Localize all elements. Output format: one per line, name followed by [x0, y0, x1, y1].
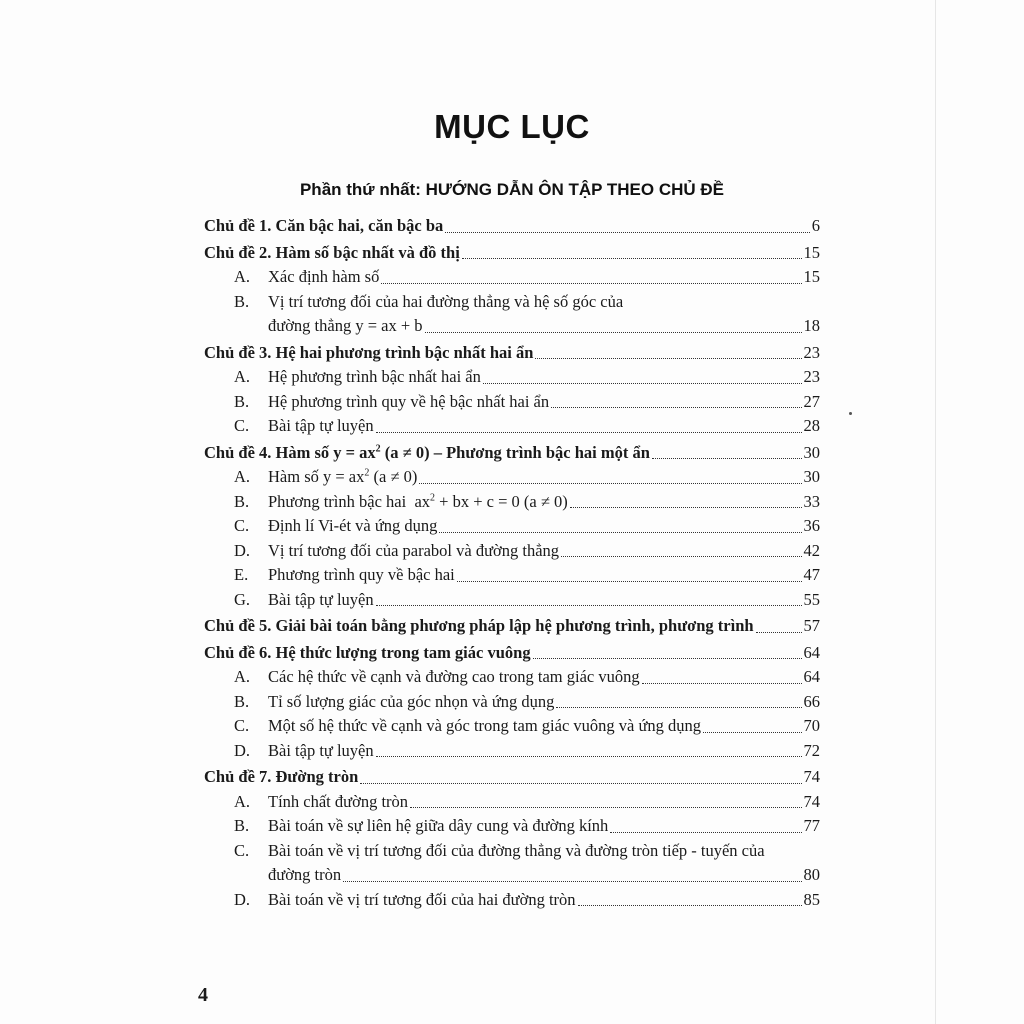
leader-dots: [360, 783, 801, 784]
toc-entry-label: Hệ phương trình bậc nhất hai ẩn: [268, 367, 481, 386]
leader-dots: [376, 432, 802, 433]
toc-chapter-5: [204, 614, 820, 639]
toc-page-number: 85: [803, 889, 820, 909]
toc-page-number: 23: [803, 342, 820, 362]
toc-page-number: 28: [803, 416, 820, 435]
toc-entry-label: Vị trí tương đối của parabol và đường thẳng: [268, 540, 560, 560]
toc-page-number: 6: [811, 216, 820, 235]
toc-entry-label: [204, 441, 650, 466]
toc-entry-label: Bài tập tự luyện: [268, 740, 374, 760]
toc-section-letter: A.: [234, 367, 251, 386]
exponent: 2: [375, 443, 381, 454]
toc-section-letter: D.: [234, 889, 251, 909]
toc-page-number: 70: [803, 716, 820, 735]
toc-section-letter: A.: [234, 667, 251, 686]
toc-entry-label: Chủ đề 2. Hàm số bậc nhất và đồ thị: [204, 242, 460, 262]
toc-section-6d: [204, 739, 820, 764]
leader-dots: [561, 556, 801, 557]
toc-page-number: 30: [803, 442, 820, 462]
toc-section-letter: C.: [234, 840, 250, 860]
toc-chapter-4: [204, 441, 820, 466]
toc-page-number: 64: [803, 642, 820, 662]
leader-dots: [343, 881, 801, 882]
toc-section-letter: E.: [234, 565, 249, 584]
print-speck: [849, 412, 852, 415]
toc-section-7b: [204, 814, 820, 839]
toc-entry-label: Bài toán về vị trí tương đối của đường thẳng và đường tròn tiếp - tuyến của: [268, 840, 765, 860]
toc-entry-label: Chủ đề 6. Hệ thức lượng trong tam giác vuông: [204, 642, 531, 662]
toc-chapter-2: [204, 241, 820, 266]
toc-entry-label: [268, 465, 417, 490]
leader-dots: [462, 258, 802, 259]
leader-dots: [610, 832, 801, 833]
leader-dots: [533, 658, 802, 659]
toc-section-4c: [204, 514, 820, 539]
toc-section-4a: [204, 465, 820, 490]
toc-section-letter: A.: [234, 267, 251, 286]
toc-entry-label: Các hệ thức về cạnh và đường cao trong tam giác vuông: [268, 667, 640, 686]
toc-section-letter: B.: [234, 491, 250, 511]
leader-dots: [570, 507, 802, 508]
exponent: 2: [430, 492, 436, 503]
toc-entry-label: Bài tập tự luyện: [268, 416, 374, 435]
label-part: (a ≠ 0) – Phương trình bậc hai một ẩn: [380, 442, 650, 462]
toc-entry-label: Bài toán về vị trí tương đối của hai đường tròn: [268, 889, 576, 909]
toc-entry-label: Chủ đề 7. Đường tròn: [204, 767, 359, 786]
toc-page-number: 47: [803, 565, 820, 584]
leader-dots: [556, 707, 801, 708]
toc-entry-label: Bài tập tự luyện: [268, 589, 374, 609]
leader-dots: [376, 605, 802, 606]
toc-section-letter: B.: [234, 691, 250, 711]
toc-page-number: 15: [803, 267, 820, 286]
toc-section-4b: [204, 490, 820, 515]
toc-section-letter: G.: [234, 589, 251, 609]
toc-section-letter: D.: [234, 540, 251, 560]
toc-section-2b-cont: [204, 314, 820, 339]
label-part: Phương trình bậc hai ax: [268, 491, 431, 511]
toc-section-6b: [204, 690, 820, 715]
toc-page-number: 64: [803, 667, 820, 686]
toc-section-4g: [204, 588, 820, 613]
toc-page-number: 18: [803, 316, 820, 335]
toc-section-7c: [204, 839, 820, 864]
leader-dots: [381, 283, 801, 284]
toc-section-letter: A.: [234, 467, 251, 486]
toc-section-7a: [204, 790, 820, 815]
toc-page-number: 36: [803, 516, 820, 535]
toc-section-2a: [204, 265, 820, 290]
label-part: Hàm số y = ax: [268, 467, 365, 486]
leader-dots: [483, 383, 802, 384]
page-title: MỤC LỤC: [434, 108, 590, 145]
toc-chapter-3: [204, 341, 820, 366]
page-edge-line: [935, 0, 936, 1024]
leader-dots: [439, 532, 801, 533]
toc-page-number: 57: [803, 616, 820, 635]
leader-dots: [376, 756, 802, 757]
toc-entry-label: Xác định hàm số: [268, 267, 380, 286]
leader-dots: [578, 905, 802, 906]
toc-section-7d: [204, 888, 820, 913]
toc-page-number: 55: [803, 589, 820, 609]
table-of-contents: [204, 212, 820, 912]
toc-page-number: 80: [803, 865, 820, 884]
toc-section-letter: A.: [234, 791, 251, 811]
toc-entry-label: [268, 490, 568, 515]
toc-section-7c-cont: [204, 863, 820, 888]
toc-entry-label: Tỉ số lượng giác của góc nhọn và ứng dụng: [268, 691, 555, 711]
toc-entry-label-cont: đường tròn: [268, 865, 342, 884]
label-part: (a ≠ 0): [369, 467, 418, 486]
page-number: 4: [198, 984, 208, 1006]
toc-entry-label: Chủ đề 3. Hệ hai phương trình bậc nhất hai ẩn: [204, 342, 534, 362]
exponent: 2: [364, 467, 370, 479]
leader-dots: [457, 581, 802, 582]
toc-section-4d: [204, 539, 820, 564]
toc-page-number: 30: [803, 467, 820, 486]
toc-page-number: 77: [803, 816, 820, 835]
toc-section-6c: [204, 714, 820, 739]
leader-dots: [756, 632, 802, 633]
toc-entry-label-cont: đường thẳng y = ax + b: [268, 316, 423, 335]
toc-entry-label: Vị trí tương đối của hai đường thẳng và hệ số góc của: [268, 291, 624, 311]
toc-page-number: 27: [803, 391, 820, 411]
leader-dots: [535, 358, 801, 359]
toc-page-number: 74: [803, 767, 820, 786]
toc-chapter-1: [204, 214, 820, 239]
label-part: + bx + c = 0 (a ≠ 0): [435, 491, 568, 511]
toc-section-6a: [204, 665, 820, 690]
toc-entry-label: Bài toán về sự liên hệ giữa dây cung và đường kính: [268, 816, 609, 835]
leader-dots: [410, 807, 801, 808]
toc-section-letter: C.: [234, 516, 250, 535]
label-part: Chủ đề 4. Hàm số y = ax: [204, 442, 376, 462]
toc-section-3c: [204, 414, 820, 439]
toc-entry-label: Chủ đề 1. Căn bậc hai, căn bậc ba: [204, 216, 444, 235]
toc-section-letter: D.: [234, 740, 251, 760]
leader-dots: [419, 483, 801, 484]
toc-section-2b: [204, 290, 820, 315]
toc-entry-label: Một số hệ thức về cạnh và góc trong tam giác vuông và ứng dụng: [268, 716, 702, 735]
toc-entry-label: Chủ đề 5. Giải bài toán bằng phương pháp lập hệ phương trình, phương trình: [204, 616, 754, 635]
toc-section-letter: B.: [234, 816, 250, 835]
toc-entry-label: Định lí Vi-ét và ứng dụng: [268, 516, 438, 535]
leader-dots: [642, 683, 802, 684]
toc-chapter-7: [204, 765, 820, 790]
leader-dots: [703, 732, 801, 733]
toc-section-3a: [204, 365, 820, 390]
section-heading: Phần thứ nhất: HƯỚNG DẪN ÔN TẬP THEO CHỦ ĐỀ: [299, 180, 725, 199]
toc-entry-label: Tính chất đường tròn: [268, 791, 409, 811]
toc-entry-label: Hệ phương trình quy về hệ bậc nhất hai ẩn: [268, 391, 550, 411]
toc-page-number: 15: [803, 242, 820, 262]
toc-page-number: 23: [803, 367, 820, 386]
toc-page-number: 33: [803, 491, 820, 511]
toc-entry-label: Phương trình quy về bậc hai: [268, 565, 455, 584]
toc-page-number: 74: [803, 791, 820, 811]
toc-section-letter: C.: [234, 416, 250, 435]
toc-page-number: 72: [803, 740, 820, 760]
leader-dots: [425, 332, 802, 333]
leader-dots: [652, 458, 802, 459]
leader-dots: [445, 232, 809, 233]
toc-page-number: 66: [803, 691, 820, 711]
toc-section-3b: [204, 390, 820, 415]
toc-chapter-6: [204, 641, 820, 666]
toc-section-letter: B.: [234, 391, 250, 411]
leader-dots: [551, 407, 801, 408]
toc-section-4e: [204, 563, 820, 588]
toc-section-letter: B.: [234, 291, 250, 311]
toc-section-letter: C.: [234, 716, 250, 735]
toc-page-number: 42: [803, 540, 820, 560]
